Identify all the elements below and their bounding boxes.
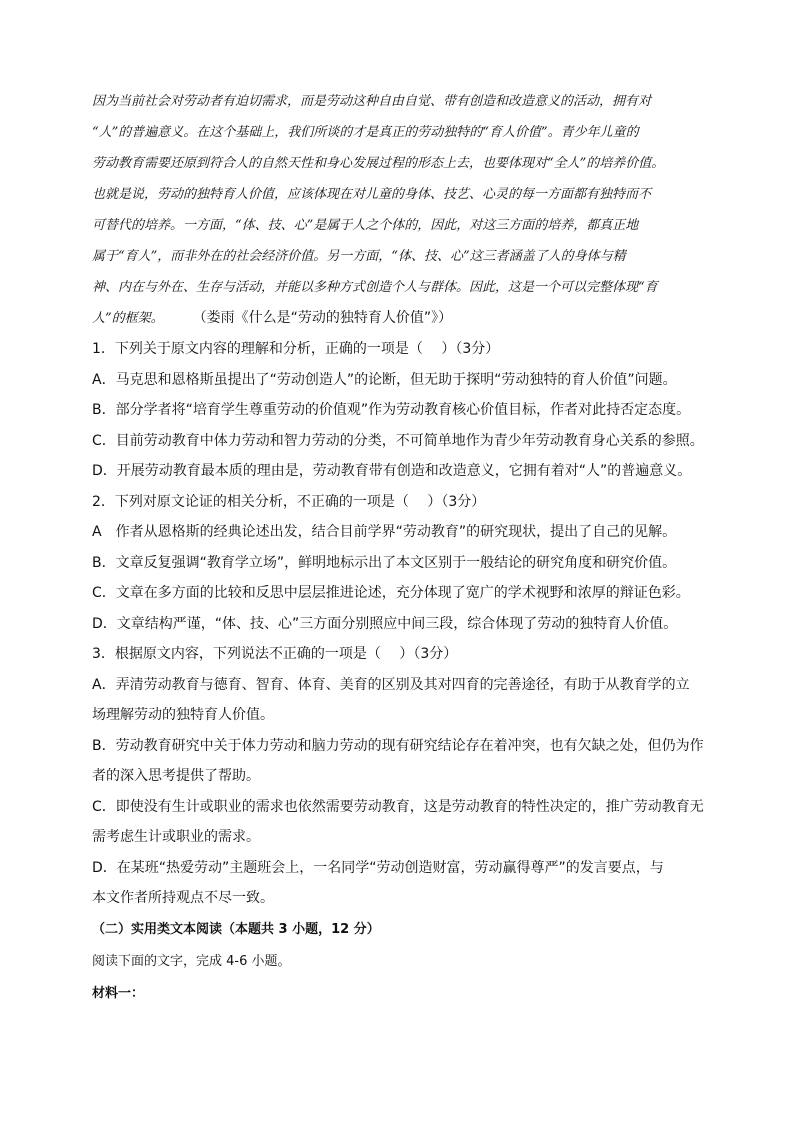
question-2: [92, 487, 704, 640]
passage-line: 神、内在与外在、生存与活动，并能以多种方式创造个人与群体。因此，这是一个可以完整体现“育: [92, 280, 658, 295]
option-b: B．文章反复强调“教育学立场”，鲜明地标示出了本文区别于一般结论的研究角度和研究价值。: [92, 554, 677, 571]
passage-line: “人”的普遍意义。在这个基础上，我们所谈的才是真正的劳动独特的“育人价值”。青少年儿童的: [92, 125, 639, 140]
material-label: 材料一：: [92, 985, 145, 1001]
option-a-cont: 场理解劳动的独特育人价值。: [92, 707, 274, 723]
question-3: [92, 639, 704, 914]
question-stem: 3．根据原文内容，下列说法不正确的一项是（ ）（3分）: [92, 646, 458, 662]
passage: [92, 86, 704, 334]
passage-last-line: [92, 303, 704, 334]
option-d: D．开展劳动教育最本质的理由是，劳动教育带有创造和改造意义，它拥有着对“人”的普遍意义。: [92, 463, 692, 479]
passage-line: 也就是说，劳动的独特育人价值，应该体现在对儿童的身体、技艺、心灵的每一方面都有独特而不: [92, 187, 652, 202]
question-stem: 2．下列对原文论证的相关分析，不正确的一项是（ ）（3分）: [92, 493, 486, 510]
option-c: C．目前劳动教育中体力劳动和智力劳动的分类，不可简单地作为青少年劳动教育身心关系的参照。: [92, 432, 704, 449]
passage-last-text: 人”的框架。: [92, 311, 164, 326]
option-b: B．部分学者将“培育学生尊重劳动的价值观”作为劳动教育核心价值目标，作者对此持否定态度。: [92, 402, 691, 418]
question-1: [92, 334, 704, 487]
option-a: A 作者从恩格斯的经典论述出发，结合目前学界“劳动教育”的研究现状，提出了自己的见解。: [92, 524, 677, 540]
page-content: [92, 86, 704, 1010]
option-b-cont: 者的深入思考提供了帮助。: [92, 768, 260, 784]
section-2: [92, 914, 704, 1010]
passage-source: （娄雨《什么是“劳动的独特育人价值”》）: [199, 310, 453, 326]
option-c: C．即使没有生计或职业的需求也依然需要劳动教育，这是劳动教育的特性决定的，推广劳动教育无: [92, 798, 704, 815]
option-d: D．在某班“热爱劳动”主题班会上，一名同学“劳动创造财富，劳动赢得尊严”的发言要点，与: [92, 859, 664, 876]
passage-line: 劳动教育需要还原到符合人的自然天性和身心发展过程的形态上去，也要体现对“全人”的培养价值。: [92, 156, 665, 171]
option-d: D．文章结构严谨，“体、技、心”三方面分别照应中间三段，综合体现了劳动的独特育人价值。: [92, 615, 678, 632]
section-heading: （二）实用类文本阅读（本题共 3 小题，12 分）: [92, 921, 380, 937]
option-b: B．劳动教育研究中关于体力劳动和脑力劳动的现有研究结论存在着冲突，也有欠缺之处，但仍为作: [92, 737, 704, 754]
option-c-cont: 需考虑生计或职业的需求。: [92, 829, 260, 845]
question-stem: 1．下列关于原文内容的理解和分析，正确的一项是（ ）（3分）: [92, 341, 500, 357]
option-c: C．文章在多方面的比较和反思中层层推进论述，充分体现了宽广的学术视野和浓厚的辩证色彩。: [92, 585, 690, 601]
option-a: A．马克思和恩格斯虽提出了“劳动创造人”的论断，但无助于探明“劳动独特的育人价值”问题。: [92, 371, 677, 388]
passage-line: 因为当前社会对劳动者有迫切需求，而是劳动这种自由自觉、带有创造和改造意义的活动，拥有对: [92, 94, 652, 109]
passage-line: 可替代的培养。一方面，“体、技、心”是属于人之个体的，因此，对这三方面的培养，都真正地: [92, 218, 639, 233]
passage-line: 属于“育人”，而非外在的社会经济价值。另一方面，“体、技、心”这三者涵盖了人的身体与精: [92, 249, 626, 264]
option-d-cont: 本文作者所持观点不尽一致。: [92, 890, 274, 906]
section-instruction: 阅读下面的文字，完成 4-6 小题。: [92, 953, 291, 969]
option-a: A．弄清劳动教育与德育、智育、体育、美育的区别及其对四育的完善途径，有助于从教育学的立: [92, 676, 690, 693]
